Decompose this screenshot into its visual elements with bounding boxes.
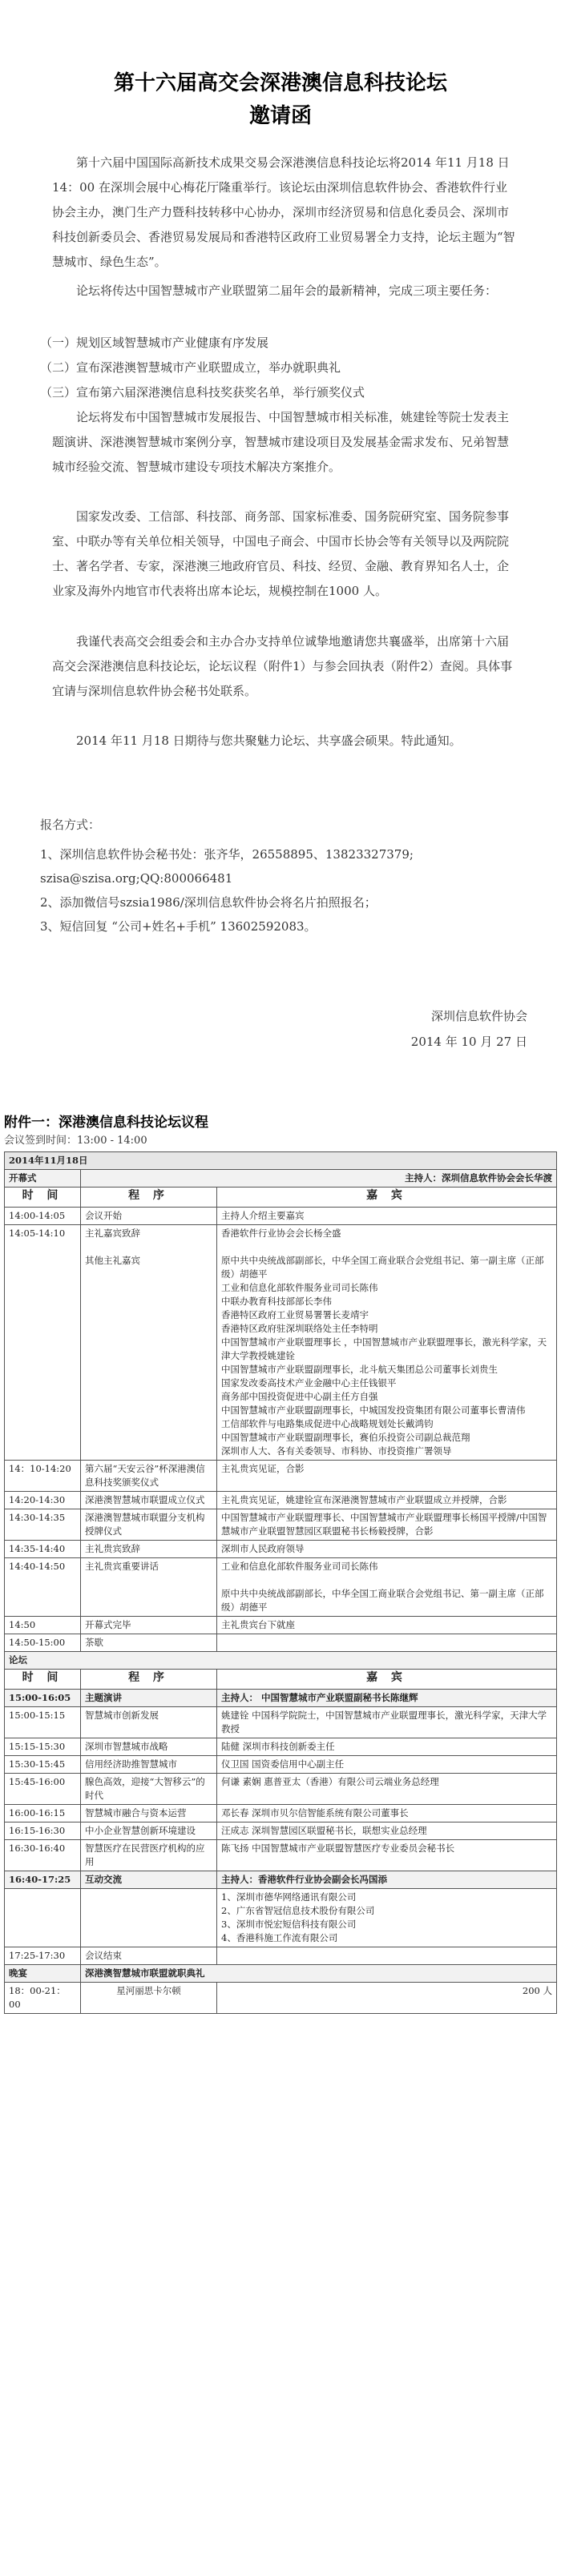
agenda-row-guests <box>217 1208 557 1225</box>
agenda-row-time <box>5 1889 81 1947</box>
guest-line: 陈飞扬 中国智慧城市产业联盟智慧医疗专业委员会秘书长 <box>221 1843 455 1854</box>
agenda-row-time: 14:20-14:30 <box>5 1492 81 1509</box>
agenda-row <box>5 1617 557 1634</box>
page-subtitle: 邀请函 <box>248 104 312 128</box>
agenda-row-program: 主礼贵宾致辞 <box>81 1541 217 1558</box>
agenda-row <box>5 1947 557 1965</box>
guest-line: 香港特区政府工业贸易署署长麦靖宇 <box>221 1309 369 1320</box>
col-time-header: 时 间 <box>5 1188 81 1208</box>
guest-line: 国家发改委高技术产业金融中心主任钱银平 <box>221 1377 397 1388</box>
agenda-row-time: 15:00-16:05 <box>5 1690 81 1707</box>
guest-line: 2、广东省智冠信息技术股份有限公司 <box>221 1905 375 1916</box>
agenda-row-program: 会议开始 <box>81 1208 217 1225</box>
agenda-row-guests <box>217 1690 557 1707</box>
guest-line: 工信部软件与电路集成促进中心战略规划处长戴鸿钧 <box>221 1418 434 1429</box>
page-title: 第十六届高交会深港澳信息科技论坛 <box>113 71 447 95</box>
agenda-row-guests <box>217 1461 557 1492</box>
agenda-row-program: 主礼贵宾重要讲话 <box>81 1558 217 1617</box>
agenda-row <box>5 1889 557 1947</box>
guest-line <box>221 1949 552 1963</box>
guest-line: 1、深圳市德华网络通讯有限公司 <box>221 1891 357 1903</box>
agenda-row <box>5 1492 557 1509</box>
agenda-row-program: 互动交流 <box>81 1871 217 1889</box>
agenda-row <box>5 1871 557 1889</box>
agenda-row-program: 深港澳智慧城市联盟成立仪式 <box>81 1492 217 1509</box>
agenda-row-time: 16:15-16:30 <box>5 1822 81 1840</box>
guest-line: 中国智慧城市产业联盟副理事长，北斗航天集团总公司董事长刘贵生 <box>221 1364 498 1375</box>
guest-line: 工业和信息化部软件服务业司司长陈伟 <box>221 1561 378 1572</box>
column-header-row <box>5 1188 557 1208</box>
agenda-row-time: 14:05-14:10 <box>5 1225 81 1461</box>
agenda-row-time: 14:00-14:05 <box>5 1208 81 1225</box>
guest-line: 主礼贵宾见证，合影 <box>221 1463 305 1474</box>
agenda-row-time: 14:40-14:50 <box>5 1558 81 1617</box>
forum-label: 论坛 <box>5 1652 557 1670</box>
agenda-row-program: 智慧医疗在民营医疗机构的应用 <box>81 1840 217 1871</box>
agenda-row-program: 智慧城市融合与资本运营 <box>81 1805 217 1822</box>
guest-line: 中国智慧城市产业联盟理事长 ，中国智慧城市产业联盟理事长，激光科学家，天津大学教授姚建铨 <box>221 1336 547 1361</box>
forum-col-program-header: 程 序 <box>81 1670 217 1690</box>
guest-line: 中国智慧城市产业联盟副理事长，赛伯乐投资公司副总裁范翔 <box>221 1432 470 1443</box>
guest-line: 主礼贵宾见证，姚建铨宣布深港澳智慧城市产业联盟成立并授牌，合影 <box>221 1494 507 1505</box>
guest-line: 深圳市人民政府领导 <box>221 1543 305 1554</box>
agenda-row-time: 14:50 <box>5 1617 81 1634</box>
guest-line <box>221 1573 552 1587</box>
guest-line: 深圳市人大、各有关委领导、市科协、市投资推广署领导 <box>221 1445 452 1457</box>
agenda-row-program: 会议结束 <box>81 1947 217 1965</box>
forum-col-guests-header: 嘉 宾 <box>217 1670 557 1690</box>
agenda-row-time: 16:30-16:40 <box>5 1840 81 1871</box>
opening-row <box>5 1170 557 1188</box>
attendees-paragraph: 国家发改委、工信部、科技部、商务部、国家标准委、国务院研究室、国务院参事室、中联办等有关单位相关领导，中国电子商会、中国市长协会等有关领导以及两院院士、著名学者、专家，深港澳三地政府官员、科技、经贸、金融、教育界知名人士，企业家及海外内地官市代表将出席本论坛，规模控制在1000 人。 <box>52 509 510 598</box>
agenda-row-program: 开幕式完毕 <box>81 1617 217 1634</box>
contact-line: 3、短信回复 “公司+姓名+手机” 13602592083。 <box>40 919 317 934</box>
agenda-table <box>4 1151 557 2014</box>
closing-paragraph: 2014 年11 月18 日期待与您共聚魅力论坛、共享盛会硕果。特此通知。 <box>76 733 462 748</box>
agenda-row-guests <box>217 1707 557 1738</box>
agenda-row-time: 14:35-14:40 <box>5 1541 81 1558</box>
agenda-row <box>5 1558 557 1617</box>
col-guests-header: 嘉 宾 <box>217 1188 557 1208</box>
guest-line: 中国智慧城市产业联盟理事长、中国智慧城市产业联盟理事长杨国平授牌/中国智慧城市产业联盟智慧园区联盟秘书长杨毅授牌，合影 <box>221 1512 547 1537</box>
agenda-row <box>5 1707 557 1738</box>
contact-heading: 报名方式： <box>40 818 101 832</box>
agenda-row-guests <box>217 1889 557 1947</box>
agenda-row-program: 主礼嘉宾致辞 其他主礼嘉宾 <box>81 1225 217 1461</box>
agenda-row-guests <box>217 1492 557 1509</box>
agenda-row-guests <box>217 1805 557 1822</box>
contact-email[interactable]: szisa@szisa.org;QQ:800066481 <box>40 871 233 886</box>
task-item: （一）规划区域智慧城市产业健康有序发展 <box>40 336 269 350</box>
agenda-row-guests <box>217 1541 557 1558</box>
guest-line: 香港特区政府驻深圳联络处主任李特明 <box>221 1323 378 1334</box>
agenda-row-program <box>81 1889 217 1947</box>
agenda-row-guests <box>217 1774 557 1805</box>
agenda-date: 2014年11月18日 <box>5 1152 557 1170</box>
tasks-intro-paragraph: 论坛将传达中国智慧城市产业联盟第二届年会的最新精神，完成三项主要任务： <box>76 283 498 298</box>
agenda-row <box>5 1738 557 1756</box>
dinner-venue: 星河丽思卡尔顿 <box>81 1983 217 2014</box>
guest-line: 中联办教育科技部部长李伟 <box>221 1296 332 1307</box>
guest-line: 中国智慧城市产业联盟副理事长，中城国发投资集团有限公司董事长曹清伟 <box>221 1405 526 1416</box>
agenda-row <box>5 1634 557 1652</box>
contact-line: 2、添加微信号szsia1986/深圳信息软件协会将名片拍照报名； <box>40 895 377 910</box>
guest-line: 主持人介绍主要嘉宾 <box>221 1210 305 1221</box>
agenda-row-guests <box>217 1225 557 1461</box>
agenda-row-time: 15:15-15:30 <box>5 1738 81 1756</box>
agenda-row <box>5 1208 557 1225</box>
agenda-row-time: 14:30-14:35 <box>5 1509 81 1541</box>
agenda-row-program: 主题演讲 <box>81 1690 217 1707</box>
agenda-row-time: 15:30-15:45 <box>5 1756 81 1774</box>
agenda-row <box>5 1461 557 1492</box>
agenda-row-guests <box>217 1947 557 1965</box>
agenda-row <box>5 1509 557 1541</box>
agenda-row-time: 17:25-17:30 <box>5 1947 81 1965</box>
agenda-row-program: 腺色高效，迎接“大智移云”的时代 <box>81 1774 217 1805</box>
guest-line: 陆健 深圳市科技创新委主任 <box>221 1741 335 1752</box>
guest-line <box>221 1240 552 1254</box>
agenda-row-program: 茶歇 <box>81 1634 217 1652</box>
col-program-header: 程 序 <box>81 1188 217 1208</box>
agenda-row-program: 中小企业智慧创新环境建设 <box>81 1822 217 1840</box>
agenda-row-guests <box>217 1558 557 1617</box>
guest-line: 姚建铨 中国科学院院士，中国智慧城市产业联盟理事长，激光科学家，天津大学教授 <box>221 1710 547 1734</box>
agenda-row <box>5 1822 557 1840</box>
forum-row <box>5 1652 557 1670</box>
signature-date: 2014 年 10 月 27 日 <box>410 1035 527 1049</box>
guest-line: 邓长春 深圳市贝尔信智能系统有限公司董事长 <box>221 1807 409 1818</box>
agenda-row-time: 15:45-16:00 <box>5 1774 81 1805</box>
agenda-row-program: 信用经济助推智慧城市 <box>81 1756 217 1774</box>
agenda-date-row <box>5 1152 557 1170</box>
agenda-row-program: 智慧城市创新发展 <box>81 1707 217 1738</box>
dinner-label: 晚宴 <box>5 1965 81 1983</box>
agenda-row-program: 深港澳智慧城市联盟分支机构授牌仪式 <box>81 1509 217 1541</box>
agenda-row-program: 深圳市智慧城市战略 <box>81 1738 217 1756</box>
agenda-row-guests <box>217 1738 557 1756</box>
attachment-title: 附件一：深港澳信息科技论坛议程 <box>4 1115 208 1131</box>
guest-line: 主持人： 中国智慧城市产业联盟副秘书长陈继辉 <box>221 1692 418 1703</box>
guest-line: 商务部中国投资促进中心副主任方自强 <box>221 1391 378 1402</box>
guest-line: 原中共中央统战部副部长，中华全国工商业联合会党组书记、第一副主席（正部级）胡德平 <box>221 1588 544 1613</box>
guest-line: 香港软件行业协会会长杨全盛 <box>221 1228 341 1239</box>
guest-line: 3、深圳市悦宏短信科技有限公司 <box>221 1919 357 1930</box>
guest-line: 工业和信息化部软件服务业司司长陈伟 <box>221 1282 378 1293</box>
agenda-row-guests <box>217 1822 557 1840</box>
agenda-row <box>5 1840 557 1871</box>
agenda-row-time: 16:00-16:15 <box>5 1805 81 1822</box>
agenda-row-guests <box>217 1871 557 1889</box>
guest-line: 仪卫国 国资委信用中心副主任 <box>221 1758 345 1770</box>
contact-line: 1、深圳信息软件协会秘书处：张齐华，26558895、13823327379; <box>40 847 414 862</box>
contact-list <box>40 842 509 938</box>
agenda-row-guests <box>217 1756 557 1774</box>
guest-line: 主持人：香港软件行业协会副会长冯国添 <box>221 1874 387 1885</box>
task-list <box>40 331 509 405</box>
task-item: （三）宣布第六届深港澳信息科技奖获奖名单，举行颁奖仪式 <box>40 385 365 400</box>
forum-column-header-row <box>5 1670 557 1690</box>
intro-paragraph: 第十六届中国国际高新技术成果交易会深港澳信息科技论坛将2014 年11 月18 日14：00 在深圳会展中心梅花厅隆重举行。该论坛由深圳信息软件协会、香港软件行业协会主办，澳门生产力暨科技转移中心协办，深圳市经济贸易和信息化委员会、深圳市科技创新委员会、香港贸易发展局和香港特区政府工业贸易署全力支持，论坛主题为“智慧城市、绿色生态”。 <box>52 155 515 269</box>
agenda-row <box>5 1756 557 1774</box>
agenda-row-time: 15:00-15:15 <box>5 1707 81 1738</box>
guest-line: 主礼贵宾台下就座 <box>221 1619 295 1630</box>
dinner-detail-row <box>5 1983 557 2014</box>
agenda-row <box>5 1225 557 1461</box>
forum-col-time-header: 时 间 <box>5 1670 81 1690</box>
dinner-time: 18：00-21：00 <box>5 1983 81 2014</box>
dinner-count: 200 人 <box>217 1983 557 2014</box>
dinner-row <box>5 1965 557 1983</box>
guest-line: 原中共中央统战部副部长，中华全国工商业联合会党组书记、第一副主席（正部级）胡德平 <box>221 1255 544 1280</box>
opening-label: 开幕式 <box>5 1170 81 1188</box>
agenda-row-program: 第六届“天安云谷”杯深港澳信息科技奖颁奖仪式 <box>81 1461 217 1492</box>
opening-host: 主持人：深圳信息软件协会会长华渡 <box>81 1170 557 1188</box>
guest-line <box>221 1636 552 1650</box>
agenda-row-time: 14：10-14:20 <box>5 1461 81 1492</box>
agenda-row <box>5 1805 557 1822</box>
agenda-row-guests <box>217 1617 557 1634</box>
guest-line: 何谦 素娴 惠普亚太（香港）有限公司云端业务总经理 <box>221 1776 439 1787</box>
checkin-time: 会议签到时间：13:00 - 14:00 <box>4 1135 147 1147</box>
invite-paragraph: 我谨代表高交会组委会和主办合办支持单位诚挚地邀请您共襄盛举，出席第十六届高交会深港澳信息科技论坛，论坛议程（附件1）与参会回执表（附件2）查阅。具体事宜请与深圳信息软件协会秘书处联系。 <box>52 634 513 698</box>
agenda-row-guests <box>217 1509 557 1541</box>
guest-line: 汪成志 深圳智慧园区联盟秘书长，联想实业总经理 <box>221 1825 427 1836</box>
task-item: （二）宣布深港澳智慧城市产业联盟成立，举办就职典礼 <box>40 360 341 375</box>
agenda-row-guests <box>217 1840 557 1871</box>
guest-line: 4、香港科施工作流有限公司 <box>221 1932 338 1943</box>
dinner-title: 深港澳智慧城市联盟就职典礼 <box>81 1965 557 1983</box>
agenda-row-guests <box>217 1634 557 1652</box>
agenda-row <box>5 1774 557 1805</box>
agenda-row <box>5 1690 557 1707</box>
release-paragraph: 论坛将发布中国智慧城市发展报告、中国智慧城市相关标准，姚建铨等院士发表主题演讲、深港澳智慧城市案例分享，智慧城市建设项目及发展基金需求发布、兄弟智慧城市经验交流、智慧城市建设专项技术解决方案推介。 <box>52 410 510 474</box>
signature-org: 深圳信息软件协会 <box>430 1009 527 1023</box>
agenda-row-time: 16:40-17:25 <box>5 1871 81 1889</box>
agenda-row-time: 14:50-15:00 <box>5 1634 81 1652</box>
agenda-row <box>5 1541 557 1558</box>
